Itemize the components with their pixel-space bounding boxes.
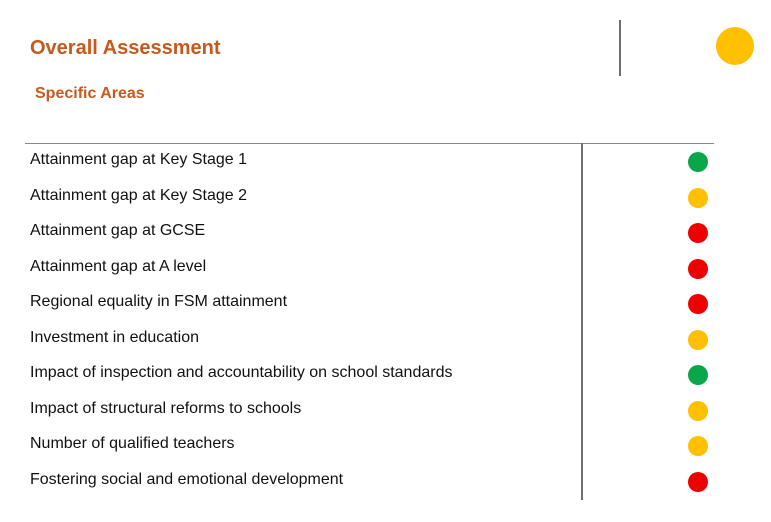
row-label: Impact of structural reforms to schools — [30, 399, 302, 417]
rating-indicator — [688, 436, 708, 456]
row-label: Attainment gap at GCSE — [30, 222, 206, 239]
header-divider — [619, 20, 621, 76]
table-row — [0, 322, 771, 358]
rating-indicator — [688, 330, 708, 350]
overall-rating-indicator — [716, 27, 754, 65]
table-row — [0, 215, 771, 251]
table-row — [0, 144, 771, 180]
row-label: Attainment gap at A level — [30, 257, 207, 275]
row-label: Impact of inspection and accountability on school standards — [30, 364, 453, 381]
row-label: Number of qualified teachers — [30, 435, 235, 452]
table-row — [0, 357, 771, 393]
rating-indicator — [688, 188, 708, 208]
rating-indicator — [688, 472, 708, 492]
rating-indicator — [688, 223, 708, 243]
assessment-table — [0, 144, 771, 499]
rating-indicator — [688, 401, 708, 421]
table-row — [0, 251, 771, 287]
row-label: Regional equality in FSM attainment — [30, 293, 288, 310]
row-label: Fostering social and emotional development — [30, 470, 344, 488]
table-row — [0, 428, 771, 464]
table-row — [0, 180, 771, 216]
rating-indicator — [688, 365, 708, 385]
section-subtitle: Specific Areas — [35, 85, 145, 102]
table-row — [0, 393, 771, 429]
row-label: Attainment gap at Key Stage 1 — [30, 151, 248, 168]
rating-indicator — [688, 259, 708, 279]
page-title: Overall Assessment — [30, 37, 221, 59]
table-row — [0, 464, 771, 500]
table-row — [0, 286, 771, 322]
rating-indicator — [688, 152, 708, 172]
row-label: Investment in education — [30, 328, 199, 346]
rating-indicator — [688, 294, 708, 314]
row-label: Attainment gap at Key Stage 2 — [30, 186, 248, 204]
